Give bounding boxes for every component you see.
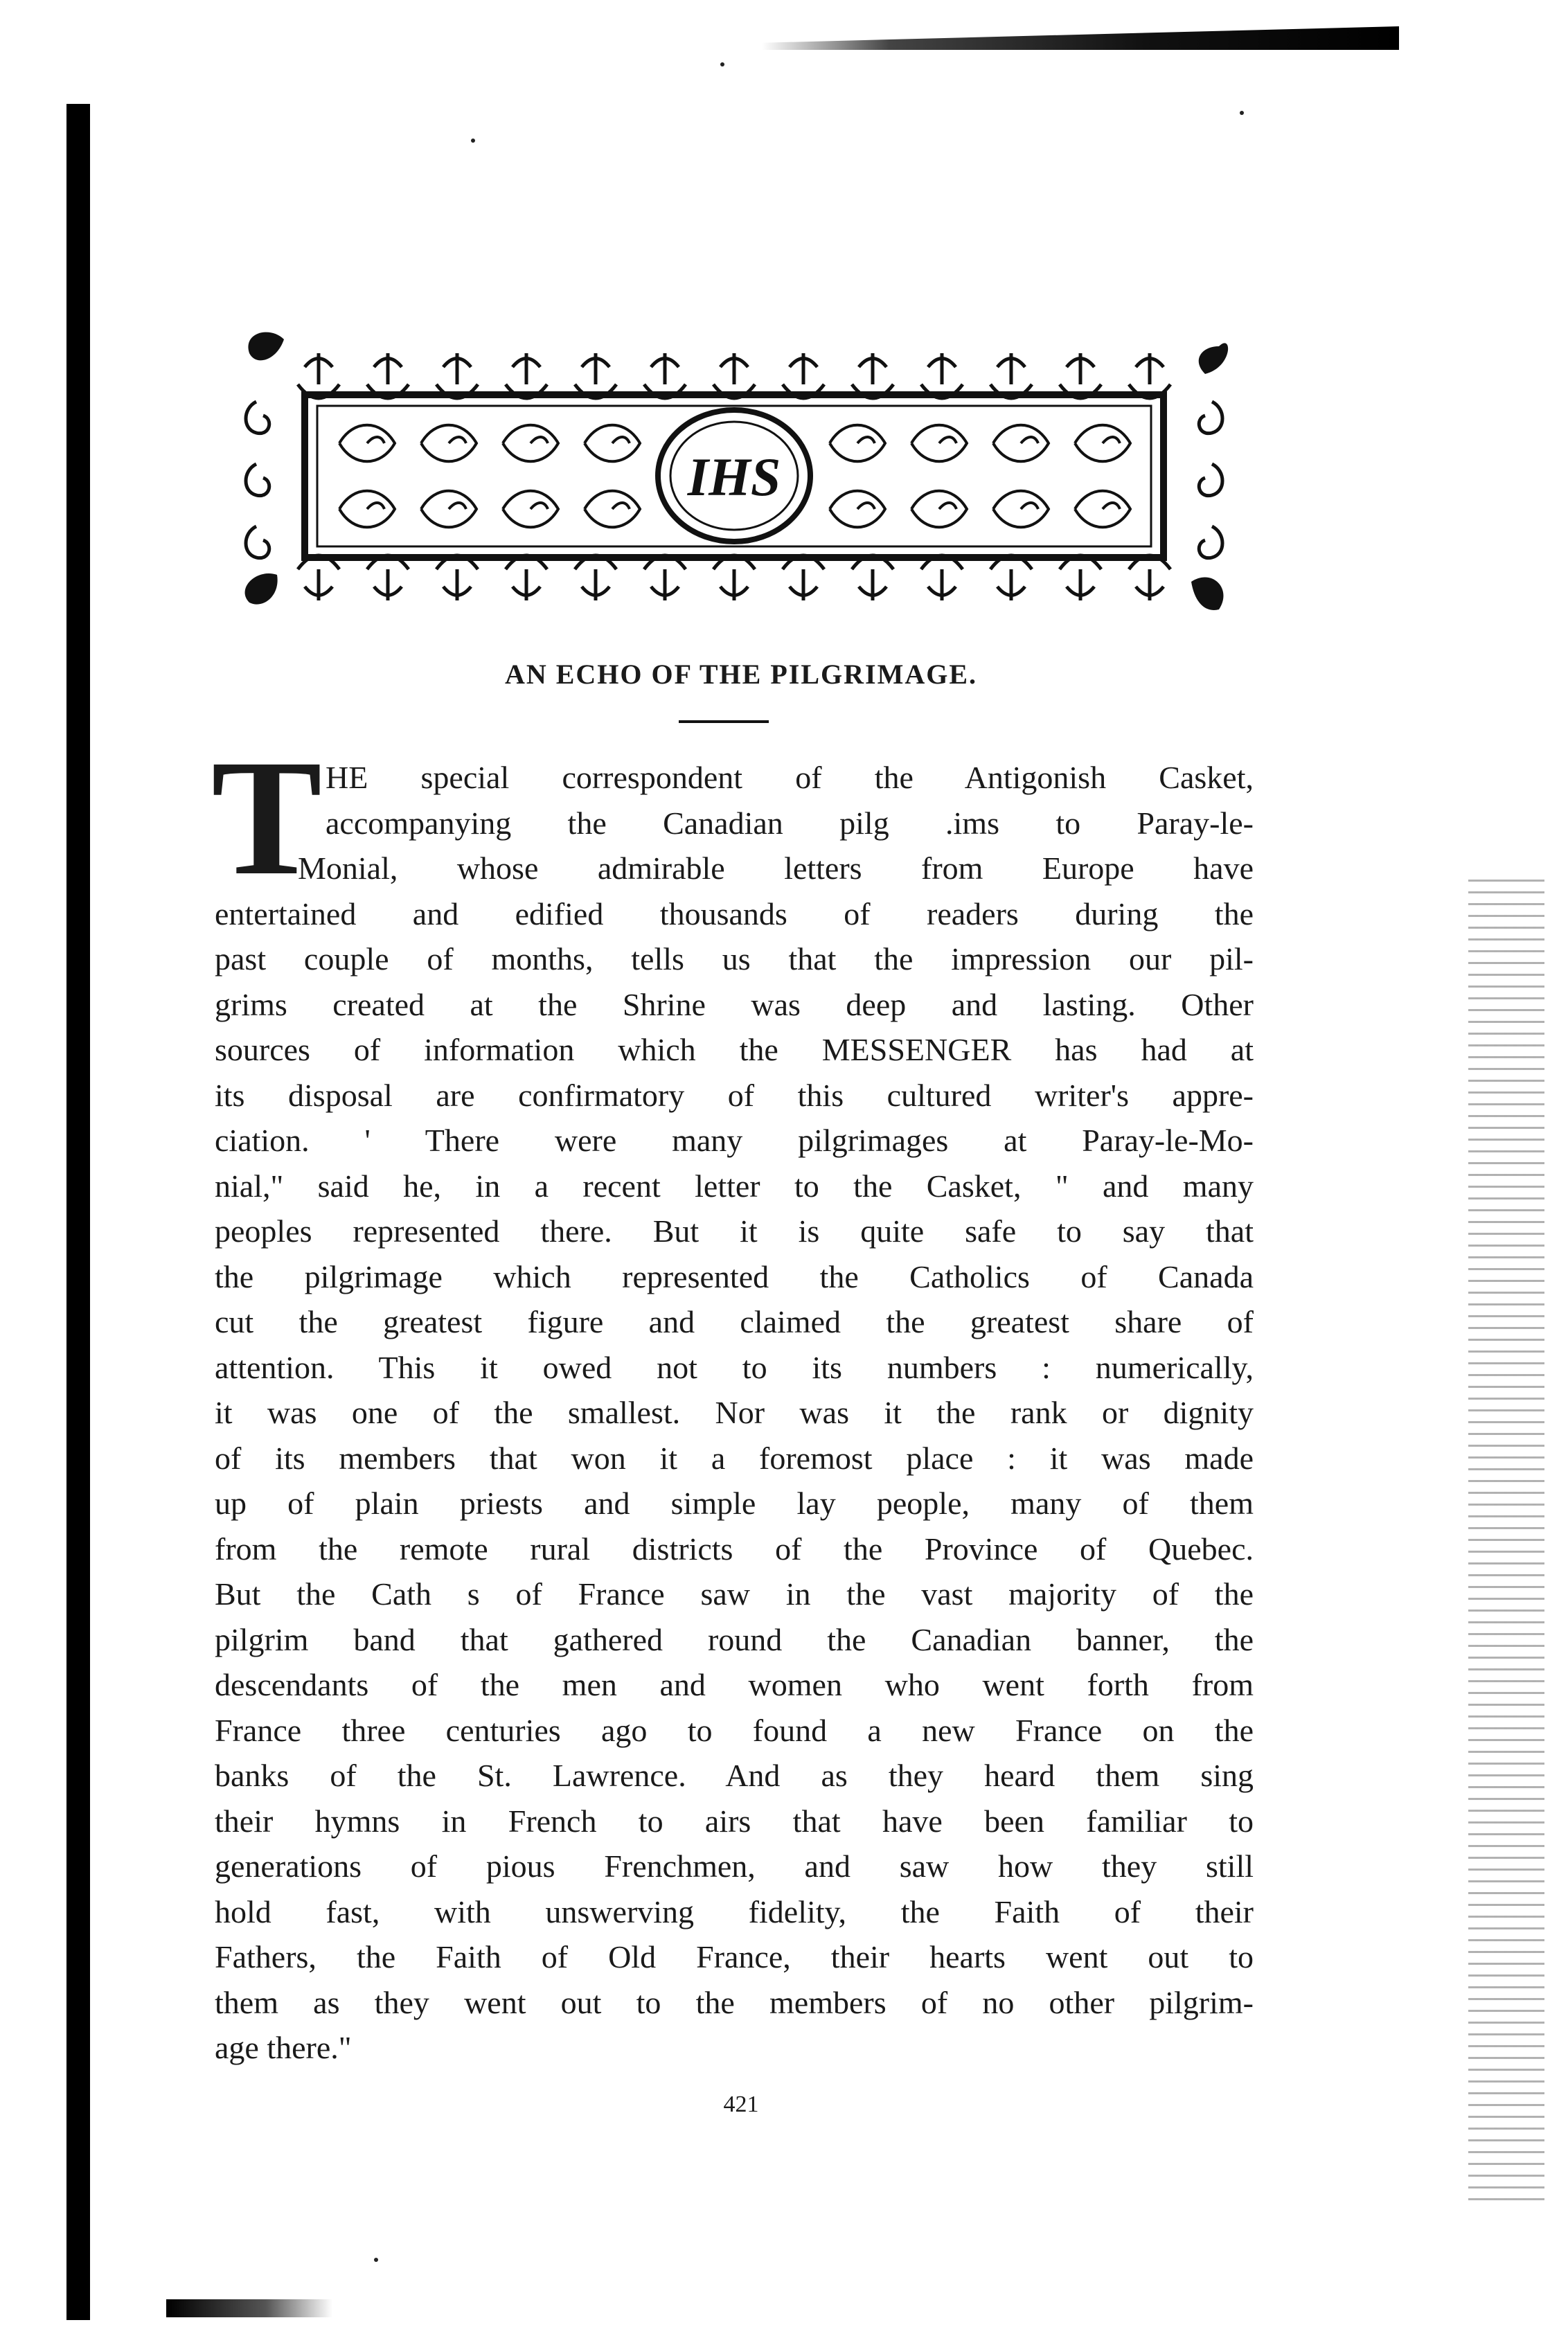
vine-scroll-icon [993, 491, 1049, 528]
scan-speck [720, 62, 724, 66]
vine-scroll-icon [911, 491, 967, 528]
vine-scroll-icon [1075, 425, 1130, 462]
vine-scroll-icon [503, 491, 558, 528]
text-line: up of plain priests and simple lay people, many of them [215, 1486, 1254, 1521]
text-line: the pilgrimage which represented the Catholics of Canada [215, 1258, 1254, 1294]
text-line: France three centuries ago to found a new France on the [215, 1712, 1254, 1748]
text-line: hold fast, with unswerving fidelity, the Faith of their [215, 1893, 1254, 1929]
text-line: sources of information which the MESSENGER has had at [215, 1032, 1254, 1067]
text-line: HE special correspondent of the Antigonish Casket, [326, 760, 1254, 795]
scan-speck [471, 139, 475, 143]
article-title: AN ECHO OF THE PILGRIMAGE. [504, 659, 978, 690]
text-line: it was one of the smallest. Nor was it the rank or dignity [215, 1395, 1254, 1430]
vine-scroll-icon [339, 491, 395, 528]
text-line: them as they went out to the members of no other pilgrim- [215, 1984, 1254, 2020]
text-line: attention. This it owed not to its numbers : numerically, [215, 1349, 1254, 1385]
fleur-icon [783, 555, 824, 600]
article-body [215, 755, 1254, 2071]
scan-edge-noise-right [1468, 880, 1544, 2209]
text-line: banks of the St. Lawrence. And as they heard them sing [215, 1758, 1254, 1793]
scan-speck [374, 2258, 378, 2262]
fleur-icon [506, 555, 547, 600]
fleur-icon [1129, 555, 1170, 600]
title-rule [679, 720, 769, 723]
fleur-icon [644, 555, 686, 600]
text-line: descendants of the men and women who went forth from [215, 1667, 1254, 1702]
scan-speck [1240, 111, 1244, 115]
scan-edge-left [66, 104, 90, 2320]
fleur-icon [1060, 555, 1101, 600]
text-line: their hymns in French to airs that have been familiar to [215, 1803, 1254, 1839]
vine-scroll-icon [585, 425, 640, 462]
text-line: entertained and edified thousands of readers during the [215, 895, 1254, 931]
scan-edge-top [762, 26, 1399, 50]
vine-scroll-icon [339, 425, 395, 462]
vine-scroll-icon [421, 425, 476, 462]
scan-edge-bottom [166, 2299, 332, 2317]
side-scroll-right-icon [1199, 402, 1222, 558]
text-line: pilgrim band that gathered round the Canadian banner, the [215, 1621, 1254, 1657]
vine-scroll-icon [830, 425, 885, 462]
vine-scroll-icon [830, 491, 885, 528]
fleur-icon [298, 555, 339, 600]
text-line: age there." [215, 2030, 352, 2065]
vine-scroll-icon [421, 491, 476, 528]
fleur-icon [575, 555, 616, 600]
vine-scroll-icon [585, 491, 640, 528]
text-line: Fathers, the Faith of Old France, their hearts went out to [215, 1939, 1254, 1974]
vine-scroll-icon [911, 425, 967, 462]
monogram-text: IHS [687, 447, 781, 507]
text-line: cut the greatest figure and claimed the greatest share of [215, 1304, 1254, 1339]
vine-scroll-icon [1075, 491, 1130, 528]
text-line: of its members that won it a foremost place : it was made [215, 1440, 1254, 1476]
ornamental-headpiece [235, 326, 1233, 630]
side-scroll-left-icon [246, 402, 269, 558]
text-line: accompanying the Canadian pilg .ims to Paray-le- [326, 805, 1254, 841]
text-line: from the remote rural districts of the Province of Quebec. [215, 1531, 1254, 1567]
text-line: nial," said he, in a recent letter to the Casket, " and many [215, 1168, 1254, 1204]
fleur-icon [921, 555, 963, 600]
vine-scroll-icon [503, 425, 558, 462]
text-line: But the Cath s of France saw in the vast majority of the [215, 1576, 1254, 1612]
text-line: ciation. ' There were many pilgrimages at Paray-le-Mo- [215, 1123, 1254, 1158]
text-line: grims created at the Shrine was deep and lasting. Other [215, 986, 1254, 1022]
text-line: Monial, whose admirable letters from Europe have [298, 850, 1254, 886]
fleur-icon [367, 555, 409, 600]
text-line: its disposal are confirmatory of this cultured writer's appre- [215, 1077, 1254, 1113]
text-line: past couple of months, tells us that the impression our pil- [215, 941, 1254, 977]
fleur-icon [436, 555, 478, 600]
fleur-icon [713, 555, 755, 600]
text-line: generations of pious Frenchmen, and saw how they still [215, 1848, 1254, 1884]
text-line: peoples represented there. But it is quite safe to say that [215, 1213, 1254, 1249]
drop-cap: T [211, 725, 323, 909]
crest-row-bottom [298, 555, 1170, 600]
fleur-icon [990, 555, 1032, 600]
vine-scroll-icon [993, 425, 1049, 462]
page-number: 421 [723, 2092, 759, 2117]
fleur-icon [852, 555, 893, 600]
